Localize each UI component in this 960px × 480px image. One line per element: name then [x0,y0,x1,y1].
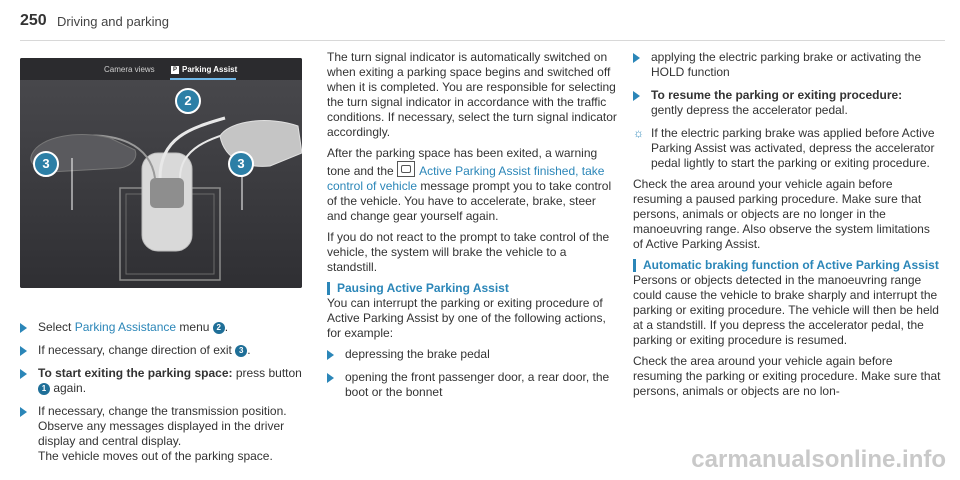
text: If necessary, change the transmission position. Observe any messages displayed in the driver display and central display. [38,404,287,448]
arrow-icon [327,373,334,383]
text: Select [38,320,75,334]
column-1 [20,320,305,472]
list-item [327,347,617,362]
text: again. [50,381,87,395]
tab-parking-assist-label: Parking Assist [182,65,238,74]
text: If necessary, change direction of exit [38,343,236,357]
parking-scene-illustration [20,58,302,288]
paragraph: The turn signal indicator is automatically switched on when exiting a parking space begins and switched off when it is completed. You are responsible for selecting the turn signal indicator in accordance with the traffic conditions. If necessary, select the turn signal indicator accordingly. [327,50,617,139]
parking-assist-figure [20,58,302,288]
message-link[interactable]: Active Parking Assist finished, take control of vehicle [327,164,605,193]
parking-assistance-link[interactable]: Parking Assistance [74,320,177,334]
num-badge: 1 [38,383,50,395]
text: gently depress the accelerator pedal. [651,103,848,117]
active-tab-indicator [170,78,236,80]
page-header [20,0,945,41]
arrow-icon [633,53,640,63]
page-number: 250 [20,12,47,29]
arrow-icon [20,407,27,417]
column-2 [327,50,617,408]
note-icon: ☼ [633,126,644,140]
text: After the parking space has been exited, a warning tone and the [327,146,598,178]
bold-text: To resume the parking or exiting procedure: [651,88,903,102]
text: message prompt you to take control of the vehicle. You have to accelerate, brake, steer and change gear yourself again. [327,179,612,223]
callout-3-right: 3 [228,151,254,177]
arrow-icon [20,323,27,333]
step-start-exiting [20,366,305,396]
parking-icon: P [172,67,177,73]
text: The vehicle moves out of the parking space. [38,449,273,463]
tab-parking-assist [171,65,237,74]
text: . [247,343,251,357]
heading-bar [633,259,636,272]
text: menu [176,320,213,334]
num-badge: 3 [235,345,247,357]
paragraph: Check the area around your vehicle again before resuming a paused parking procedure. Make sure that persons, animals or objects are no longer in the manoeuvring range. Also observe the system limitations of Active Parking Assist. [633,177,930,251]
callout-3-left: 3 [33,151,59,177]
bold-text: To start exiting the parking space: [38,366,233,380]
step-select-menu [20,320,305,335]
subheading-pausing [327,281,617,296]
text: . [224,320,229,334]
step-resume [633,88,943,118]
subheading-auto-braking [633,258,943,273]
arrow-icon [327,350,334,360]
arrow-icon [20,369,27,379]
section-title: Driving and parking [57,14,170,29]
step-transmission [20,404,305,464]
callout-2: 2 [175,88,201,114]
paragraph [327,146,617,224]
paragraph: You can interrupt the parking or exiting procedure of Active Parking Assist by one of the following actions, for example: [327,296,606,340]
arrow-icon [20,346,27,356]
paragraph: Check the area around your vehicle again before resuming the parking or exiting procedure. Make sure that persons, animals or objects are no lon- [633,354,941,398]
list-item [633,50,943,80]
num-badge: 2 [213,322,225,334]
column-3 [633,50,943,405]
text: applying the electric parking brake or activating the HOLD function [651,50,922,79]
heading-text: Automatic braking function of Active Parking Assist [643,258,939,272]
paragraph: If you do not react to the prompt to take control of the vehicle, the system will brake the vehicle to a standstill. [327,230,610,274]
paragraph: Persons or objects detected in the manoeuvring range could cause the vehicle to brake sharply and interrupt the parking or exiting procedure. The vehicle will then be held at a standstill. If you depress the accelerator pedal, the parking or exiting procedure is resumed. [633,273,939,347]
text: If the electric parking brake was applied before Active Parking Assist was activated, depress the accelerator pedal lightly to start the parking or exiting procedure. [651,126,935,170]
text: depressing the brake pedal [345,347,490,361]
tab-camera-views: Camera views [104,65,155,74]
arrow-icon [633,91,640,101]
note [633,126,943,171]
text: press button [232,366,302,380]
list-item [327,370,617,400]
figure-tab-bar [20,58,302,80]
heading-bar [327,282,330,295]
heading-text: Pausing Active Parking Assist [337,281,509,295]
step-change-direction [20,343,305,358]
parking-assist-icon [397,161,415,177]
watermark: carmanualsonline.info [691,446,946,473]
text: opening the front passenger door, a rear door, the boot or the bonnet [345,370,610,399]
